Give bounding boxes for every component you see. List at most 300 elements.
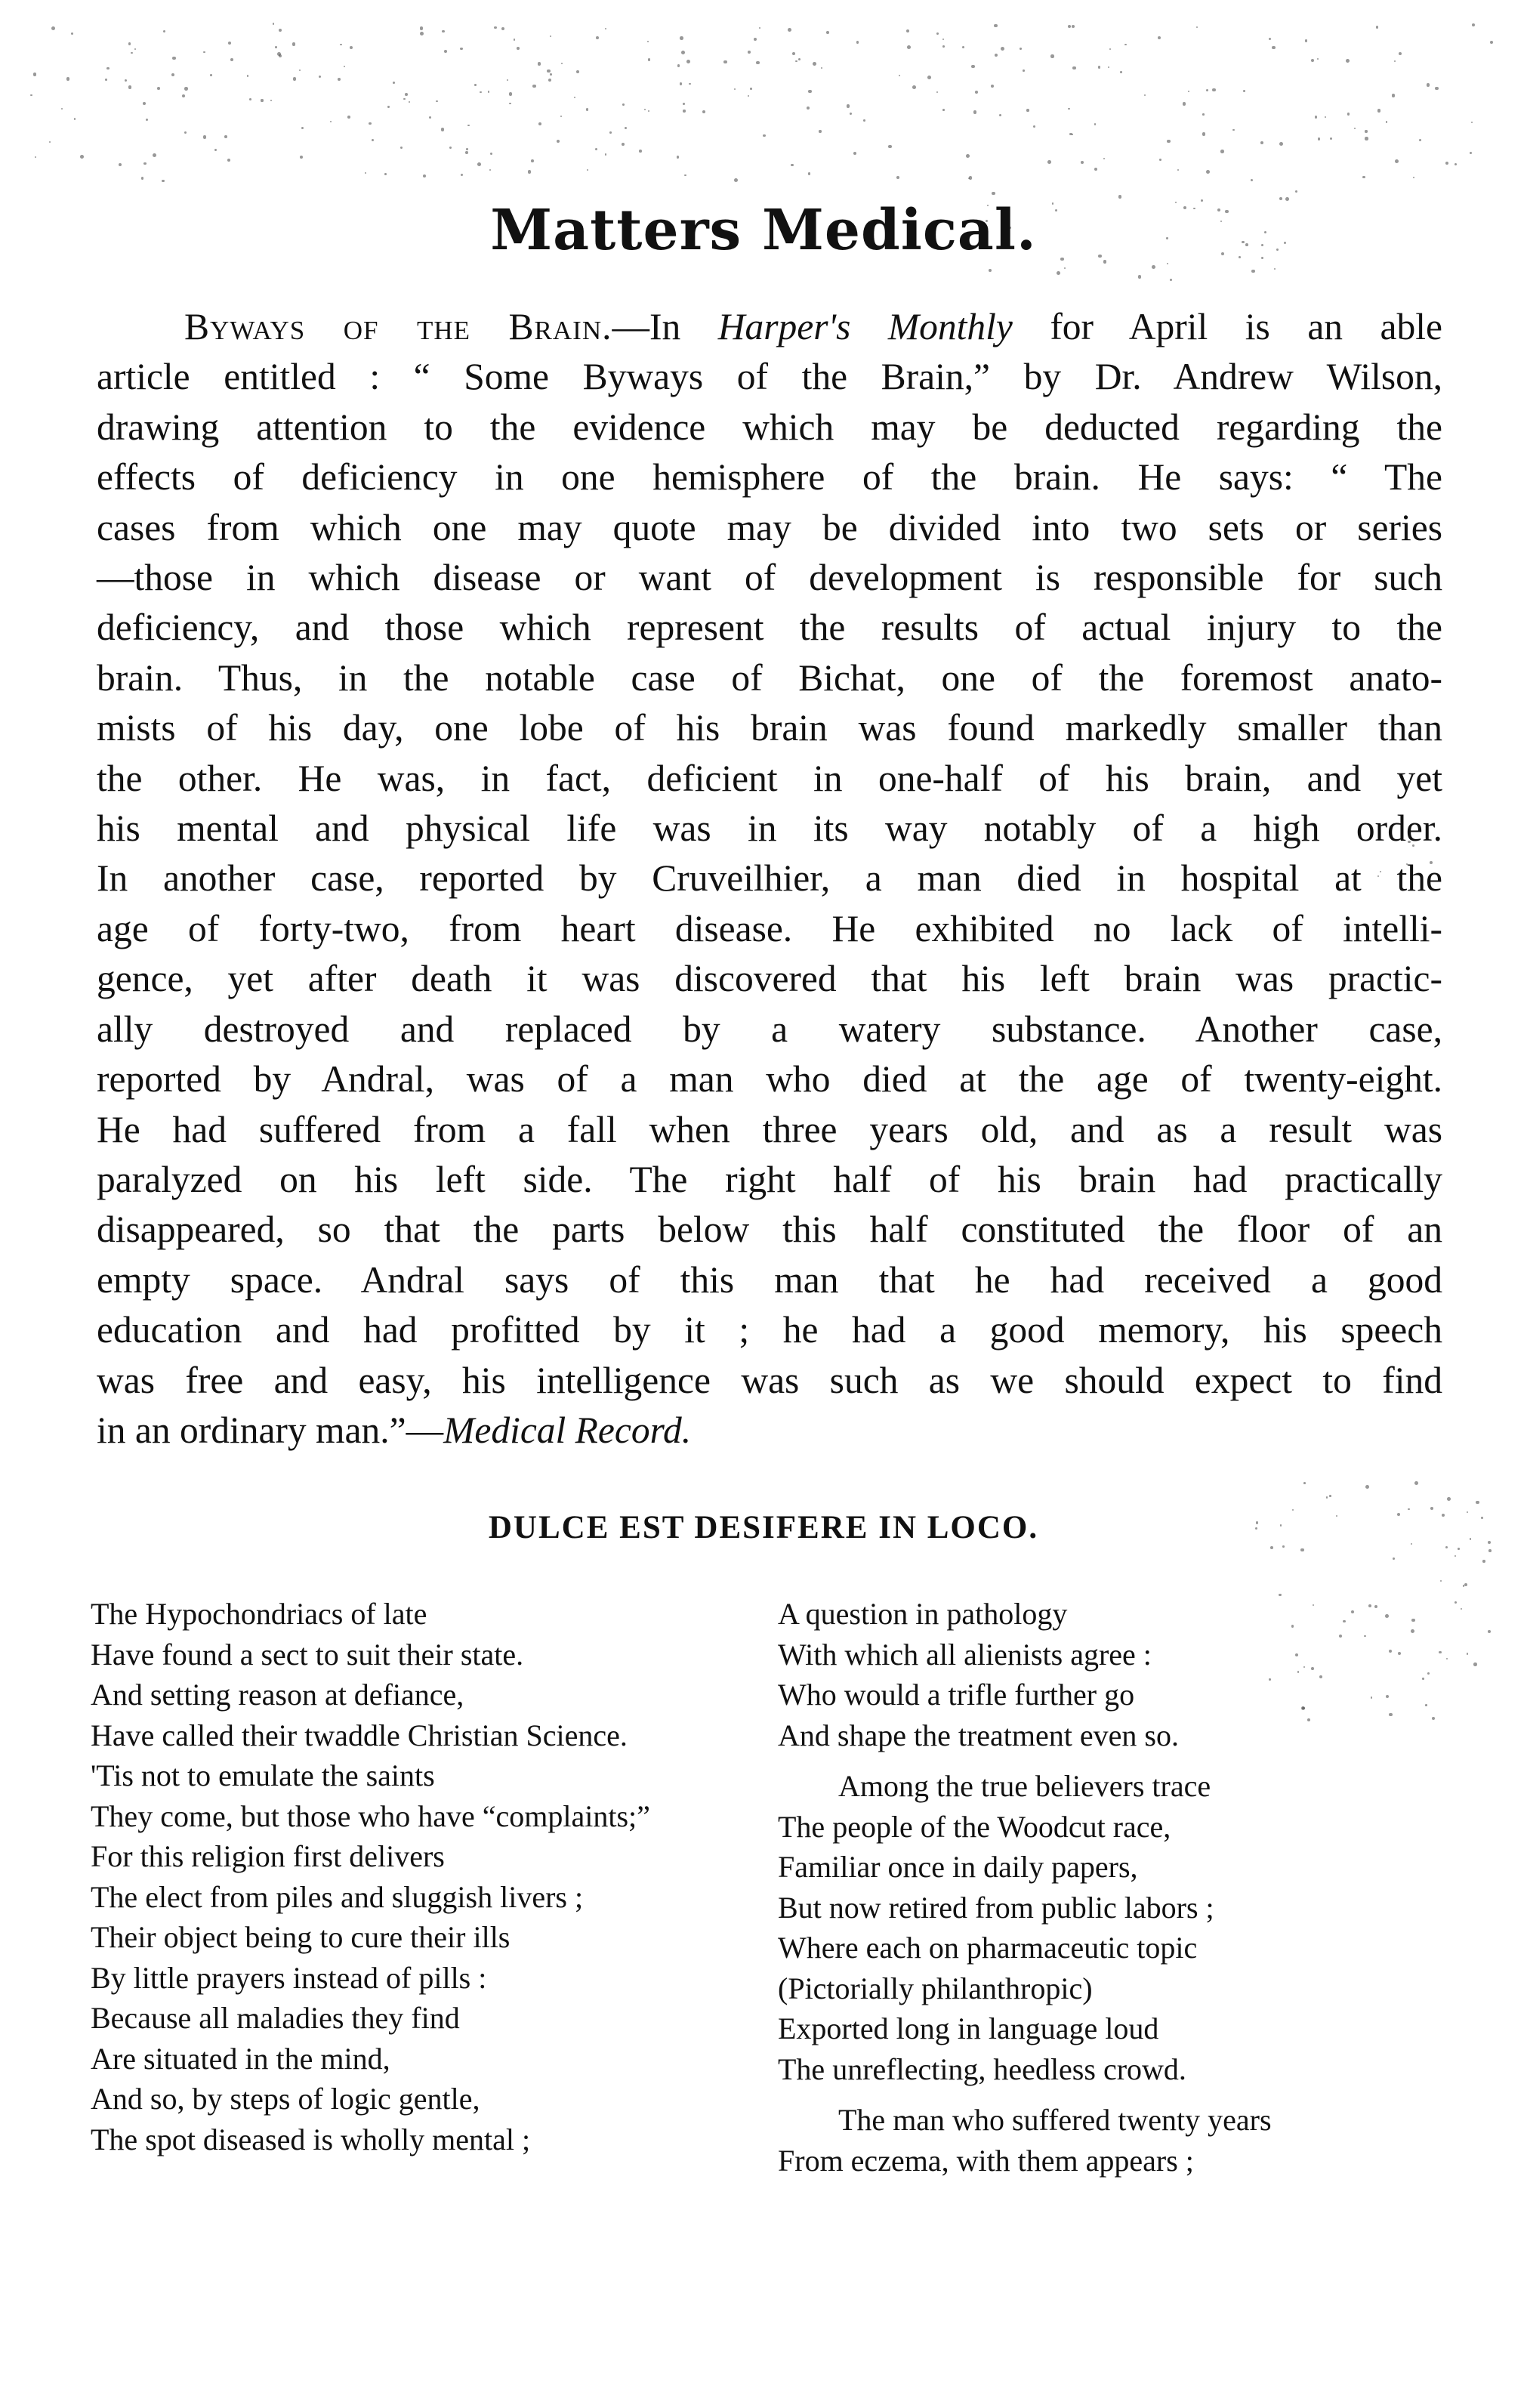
speckle-dot <box>1354 128 1356 129</box>
speckle-dot <box>131 52 132 54</box>
speckle-dot <box>474 84 477 86</box>
article-line: mists of his day, one lobe of his brain was found markedly smaller than <box>97 707 1442 749</box>
speckle-dot <box>261 99 263 101</box>
article-line: brain. Thus, in the notable case of Bichat, one of the foremost anato- <box>97 656 1442 699</box>
article-line: education and had profitted by it ; he had a good memory, his speech <box>97 1309 1442 1351</box>
speckle-dot <box>1206 89 1209 92</box>
speckle-dot <box>1047 160 1051 164</box>
speckle-dot <box>279 29 282 32</box>
speckle-dot <box>686 60 690 63</box>
speckle-dot <box>249 98 251 100</box>
speckle-dot <box>423 174 426 178</box>
speckle-dot <box>409 101 410 103</box>
speckle-dot <box>429 116 431 119</box>
speckle-dot <box>1188 91 1189 92</box>
speckle-dot <box>247 75 248 76</box>
speckle-dot <box>999 114 1001 116</box>
article-line: disappeared, so that the parts below this half constituted the floor of an <box>97 1209 1442 1251</box>
speckle-dot <box>1377 109 1380 112</box>
closing-text: in an ordinary man.”— <box>97 1409 444 1451</box>
speckle-dot <box>182 94 185 97</box>
speckle-dot <box>808 172 811 175</box>
speckle-dot <box>1068 25 1071 28</box>
speckle-dot <box>489 169 492 171</box>
speckle-dot <box>677 64 680 66</box>
speckle-dot <box>1206 170 1210 174</box>
article-line: age of forty-two, from heart disease. He exhibited no lack of intelli- <box>97 907 1442 949</box>
speckle-dot <box>1315 116 1317 118</box>
speckle-dot <box>105 79 107 81</box>
speckle-dot <box>292 42 296 46</box>
poem-line: But now retired from public labors ; <box>778 1890 1214 1925</box>
speckle-dot <box>203 51 205 53</box>
speckle-dot <box>1068 108 1070 110</box>
article-line: effects of deficiency in one hemisphere of the brain. He says: “ The <box>97 456 1442 499</box>
poem-line: Who would a trifle further go <box>778 1678 1135 1712</box>
article-line: paralyzed on his left side. The right half of his brain had practically <box>97 1158 1442 1200</box>
speckle-dot <box>550 36 551 37</box>
speckle-dot <box>372 139 374 141</box>
speckle-dot <box>141 177 143 179</box>
speckle-dot <box>1305 39 1307 42</box>
speckle-dot <box>586 108 588 110</box>
speckle-dot <box>171 73 174 76</box>
speckle-dot <box>210 74 212 76</box>
speckle-dot <box>532 85 535 88</box>
speckle-dot <box>622 143 625 146</box>
speckle-dot <box>680 36 683 40</box>
speckle-dot <box>609 131 612 134</box>
speckle-dot <box>330 121 332 122</box>
speckle-dot <box>214 149 217 151</box>
article-line: —those in which disease or want of development is responsible for such <box>97 557 1442 599</box>
speckle-dot <box>759 27 760 29</box>
poem-line: The unreflecting, heedless crowd. <box>778 2051 1186 2086</box>
speckle-dot <box>1427 83 1430 87</box>
speckle-dot <box>49 141 51 143</box>
speckle-dot <box>576 70 579 73</box>
speckle-dot <box>275 46 277 48</box>
speckle-dot <box>125 79 127 82</box>
speckle-dot <box>1001 47 1004 51</box>
speckle-dot <box>1269 38 1271 40</box>
poem-left-column <box>91 1594 770 2170</box>
speckle-dot <box>798 58 801 60</box>
speckle-dot <box>1081 161 1084 164</box>
speckle-dot <box>1124 44 1127 46</box>
speckle-dot <box>51 26 55 30</box>
speckle-dot <box>319 76 321 78</box>
speckle-dot <box>863 119 865 122</box>
speckle-dot <box>596 36 599 39</box>
speckle-dot <box>1232 129 1234 131</box>
speckle-dot <box>1072 66 1075 69</box>
speckle-dot <box>942 45 945 48</box>
poem-line: Their object being to cure their ills <box>91 1920 511 1954</box>
speckle-dot <box>436 100 438 103</box>
speckle-dot <box>561 63 563 64</box>
article-line: He had suffered from a fall when three years old, and as a result was <box>97 1108 1442 1150</box>
speckle-dot <box>1272 46 1275 49</box>
speckle-dot <box>1394 60 1396 62</box>
speckle-dot <box>501 27 504 30</box>
speckle-dot <box>1461 1608 1463 1610</box>
speckle-dot <box>888 145 891 148</box>
speckle-dot <box>1467 1653 1469 1655</box>
speckle-dot <box>936 32 939 35</box>
speckle-dot <box>293 77 296 80</box>
speckle-dot <box>791 164 793 166</box>
poem-line: Among the true believers trace <box>838 1769 1211 1803</box>
speckle-dot <box>405 93 408 96</box>
poem-line: Where each on pharmaceutic topic <box>778 1931 1198 1965</box>
speckle-dot <box>300 156 303 159</box>
speckle-dot <box>813 62 816 66</box>
poem-line: And so, by steps of logic gentle, <box>91 2082 480 2116</box>
speckle-dot <box>134 48 137 51</box>
speckle-dot <box>33 73 37 76</box>
speckle-dot <box>1183 102 1186 105</box>
speckle-dot <box>899 75 900 76</box>
speckle-dot <box>1362 176 1365 179</box>
speckle-dot <box>962 46 965 49</box>
article-line: Byways of the Brain.—In Harper's Monthly for April is an able <box>184 306 1442 347</box>
speckle-dot <box>969 176 973 180</box>
poem-line: And shape the treatment even so. <box>778 1718 1179 1752</box>
speckle-dot <box>1026 109 1029 112</box>
speckle-dot <box>400 147 403 149</box>
speckle-dot <box>684 174 686 176</box>
speckle-dot <box>992 192 995 196</box>
poem-line: Because all maladies they find <box>91 2001 460 2035</box>
speckle-dot <box>172 57 176 60</box>
speckle-dot <box>548 79 551 82</box>
speckle-dot <box>927 76 931 79</box>
poem-line: 'Tis not to emulate the saints <box>91 1758 435 1792</box>
speckle-dot <box>30 94 32 97</box>
speckle-dot <box>442 30 444 32</box>
poem-line: The people of the Woodcut race, <box>778 1809 1171 1844</box>
speckle-dot <box>942 39 944 40</box>
speckle-dot <box>1094 123 1097 125</box>
speckle-dot <box>460 48 463 51</box>
speckle-dot <box>1196 26 1198 28</box>
poem-stanza <box>778 1594 1458 1755</box>
speckle-dot <box>1144 94 1146 96</box>
speckle-dot <box>907 45 911 49</box>
speckle-dot <box>1167 140 1170 143</box>
speckle-dot <box>971 65 974 68</box>
speckle-dot <box>338 78 341 81</box>
poem-line: From eczema, with them appears ; <box>778 2143 1194 2178</box>
speckle-dot <box>157 87 160 90</box>
poem-stanza <box>91 1594 770 2159</box>
speckle-dot <box>795 60 797 62</box>
speckle-dot <box>1251 270 1255 273</box>
speckle-dot <box>647 41 649 42</box>
speckle-dot <box>1303 1482 1306 1484</box>
speckle-dot <box>507 79 508 81</box>
speckle-dot <box>1103 158 1105 159</box>
poem-line: Familiar once in daily papers, <box>778 1850 1138 1884</box>
source-citation: Medical Record. <box>443 1409 692 1451</box>
speckle-dot <box>449 147 452 149</box>
article-line: the other. He was, in fact, deficient in one-half of his brain, and yet <box>97 757 1442 799</box>
speckle-dot <box>1050 54 1053 57</box>
speckle-dot <box>509 92 513 96</box>
article-line: was free and easy, his intelligence was such as we should expect to find <box>97 1359 1442 1401</box>
speckle-dot <box>1365 137 1368 140</box>
speckle-dot <box>826 31 829 34</box>
speckle-dot <box>1455 1555 1456 1557</box>
article-line: his mental and physical life was in its way notably of a high order. <box>97 807 1442 850</box>
speckle-dot <box>763 134 765 137</box>
speckle-dot <box>754 38 757 41</box>
speckle-dot <box>639 150 642 153</box>
speckle-dot <box>444 50 447 53</box>
speckle-dot <box>340 44 341 45</box>
speckle-dot <box>1170 279 1172 281</box>
article-body <box>97 302 1442 1456</box>
speckle-dot <box>1318 137 1320 140</box>
speckle-dot <box>61 108 63 110</box>
speckle-dot <box>788 28 791 32</box>
speckle-dot <box>681 51 685 54</box>
speckle-dot <box>347 116 350 119</box>
poem-line: The man who suffered twenty years <box>838 2103 1272 2137</box>
speckle-dot <box>1158 36 1161 39</box>
speckle-dot <box>420 26 424 30</box>
speckle-dot <box>683 110 685 112</box>
speckle-dot <box>1472 23 1475 26</box>
speckle-dot <box>1109 48 1111 50</box>
speckle-dot <box>1279 142 1283 146</box>
speckle-dot <box>387 106 390 108</box>
speckle-dot <box>1108 66 1109 68</box>
speckle-dot <box>748 95 749 97</box>
speckle-dot <box>587 169 588 171</box>
speckle-dot <box>369 122 371 125</box>
speckle-dot <box>1329 1495 1331 1497</box>
speckle-dot <box>1473 1662 1477 1666</box>
poem-line: Are situated in the mind, <box>91 2041 390 2076</box>
speckle-dot <box>1445 1546 1448 1548</box>
speckle-dot <box>1414 1481 1418 1485</box>
speckle-dot <box>994 24 998 28</box>
speckle-dot <box>538 122 541 125</box>
speckle-dot <box>230 58 233 61</box>
speckle-dot <box>1490 41 1493 44</box>
speckle-dot <box>1295 190 1298 193</box>
speckle-dot <box>625 127 627 129</box>
speckle-dot <box>494 26 497 29</box>
speckle-dot <box>1159 159 1161 161</box>
speckle-dot <box>74 118 76 120</box>
speckle-dot <box>35 156 37 159</box>
speckle-dot <box>991 85 994 88</box>
speckle-dot <box>557 140 560 143</box>
speckle-dot <box>689 83 690 85</box>
speckle-dot <box>723 60 727 64</box>
speckle-dot <box>547 69 550 73</box>
speckle-dot <box>273 23 274 24</box>
speckle-dot <box>906 29 909 32</box>
poem-line: A question in pathology <box>778 1597 1068 1631</box>
speckle-dot <box>1152 265 1155 269</box>
article-line <box>97 1406 1442 1456</box>
speckle-dot <box>1470 152 1472 154</box>
article-lead: Byways of the Brain. <box>184 306 612 347</box>
speckle-dot <box>821 67 822 69</box>
speckle-dot <box>605 153 606 155</box>
speckle-dot <box>1440 1580 1442 1582</box>
speckle-dot <box>648 58 650 60</box>
poem-line: Exported long in language loud <box>778 2011 1159 2045</box>
speckle-dot <box>224 135 227 138</box>
article-line: In another case, reported by Cruveilhier, a man died in hospital at the <box>97 857 1442 900</box>
speckle-dot <box>467 125 469 126</box>
speckle-dot <box>270 100 272 101</box>
speckle-dot <box>1023 69 1025 72</box>
speckle-dot <box>677 156 679 158</box>
speckle-dot <box>995 54 998 57</box>
speckle-dot <box>403 98 405 100</box>
article-line: deficiency, and those which represent the results of actual injury to the <box>97 607 1442 649</box>
speckle-dot <box>1326 1496 1328 1498</box>
speckle-dot <box>1072 25 1075 28</box>
speckle-dot <box>734 88 736 90</box>
speckle-dot <box>1243 90 1245 92</box>
poem-line: The Hypochondriacs of late <box>91 1597 427 1631</box>
speckle-dot <box>480 91 481 93</box>
speckle-dot <box>1120 71 1122 73</box>
speckle-dot <box>143 162 146 165</box>
speckle-dot <box>461 174 463 176</box>
speckle-dot <box>622 103 625 106</box>
speckle-dot <box>1455 163 1457 165</box>
speckle-dot <box>420 32 424 36</box>
speckle-dot <box>228 42 231 45</box>
speckle-dot <box>350 46 353 50</box>
speckle-dot <box>1347 113 1350 115</box>
speckle-dot <box>162 180 164 182</box>
speckle-dot <box>277 52 281 56</box>
speckle-dot <box>912 85 916 89</box>
speckle-dot <box>936 91 939 94</box>
speckle-dot <box>1260 141 1263 144</box>
speckle-dot <box>1482 1560 1485 1562</box>
speckle-dot <box>143 102 146 105</box>
speckle-dot <box>756 61 759 64</box>
speckle-dot <box>517 47 520 50</box>
journal-title: Harper's Monthly <box>717 306 1013 347</box>
article-line: article entitled : “ Some Byways of the Brain,” by Dr. Andrew Wilson, <box>97 356 1442 398</box>
speckle-dot <box>1386 121 1387 122</box>
speckle-dot <box>365 172 366 174</box>
speckle-dot <box>850 113 852 115</box>
speckle-dot <box>1419 139 1421 141</box>
speckle-dot <box>1392 94 1395 97</box>
speckle-dot <box>1395 159 1399 163</box>
speckle-dot <box>531 159 534 162</box>
speckle-dot <box>465 151 468 154</box>
speckle-dot <box>1270 1546 1273 1549</box>
speckle-dot <box>488 91 489 92</box>
speckle-dot <box>1458 1548 1460 1550</box>
speckle-dot <box>1212 88 1216 92</box>
speckle-dot <box>680 82 682 85</box>
speckle-dot <box>896 176 899 179</box>
article-line: empty space. Andral says of this man that he had received a good <box>97 1258 1442 1301</box>
speckle-dot <box>393 82 395 84</box>
speckle-dot <box>1399 52 1402 55</box>
speckle-dot <box>648 110 650 113</box>
poem-line: The elect from piles and sluggish livers ; <box>91 1879 584 1914</box>
speckle-dot <box>128 42 131 45</box>
speckle-dot <box>441 128 444 131</box>
speckle-dot <box>574 97 575 98</box>
speckle-dot <box>490 153 492 155</box>
poem-line: By little prayers instead of pills : <box>91 1960 487 1995</box>
speckle-dot <box>1413 177 1414 178</box>
speckle-dot <box>466 148 468 150</box>
article-line: drawing attention to the evidence which may be deducted regarding the <box>97 406 1442 448</box>
poem-line: For this religion first delivers <box>91 1839 445 1873</box>
article-line: cases from which one may quote may be divided into two sets or series <box>97 506 1442 548</box>
poem-line: Have found a sect to suit their state. <box>91 1637 524 1672</box>
speckle-dot <box>128 85 131 88</box>
speckle-dot <box>807 107 810 110</box>
speckle-dot <box>966 154 970 158</box>
speckle-dot <box>856 41 859 43</box>
article-line: reported by Andral, was of a man who died at the age of twenty-eight. <box>97 1058 1442 1101</box>
speckle-dot <box>146 119 149 122</box>
speckle-dot <box>1317 58 1319 60</box>
speckle-dot <box>1033 125 1035 128</box>
speckle-dot <box>1098 66 1100 68</box>
poem-line: The spot diseased is wholly mental ; <box>91 2122 531 2156</box>
speckle-dot <box>1330 137 1332 140</box>
speckle-dot <box>1202 132 1205 135</box>
speckle-dot <box>119 163 122 166</box>
speckle-dot <box>66 77 69 80</box>
speckle-dot <box>301 127 304 129</box>
poem-line: (Pictorially philanthropic) <box>778 1971 1093 2005</box>
speckle-dot <box>299 69 301 71</box>
speckle-dot <box>538 62 541 66</box>
speckle-dot <box>1488 1630 1491 1633</box>
poem-heading: DULCE EST DESIFERE IN LOCO. <box>488 1510 1039 1545</box>
speckle-dot <box>1094 168 1097 171</box>
poem-line: With which all alienists agree : <box>778 1637 1152 1672</box>
speckle-dot <box>847 104 850 108</box>
speckle-dot <box>808 90 812 94</box>
speckle-dot <box>477 162 481 166</box>
speckle-dot <box>184 131 187 134</box>
speckle-dot <box>1376 26 1379 29</box>
speckle-dot <box>644 109 646 110</box>
speckle-dot <box>184 87 188 91</box>
article-line: ally destroyed and replaced by a watery substance. Another case, <box>97 1008 1442 1050</box>
speckle-dot <box>1064 267 1066 269</box>
speckle-dot <box>153 153 156 157</box>
speckle-dot <box>1447 1497 1451 1501</box>
speckle-dot <box>734 178 738 182</box>
speckle-dot <box>942 109 945 111</box>
speckle-dot <box>1346 59 1350 63</box>
speckle-dot <box>1251 179 1253 181</box>
speckle-dot <box>509 103 511 104</box>
